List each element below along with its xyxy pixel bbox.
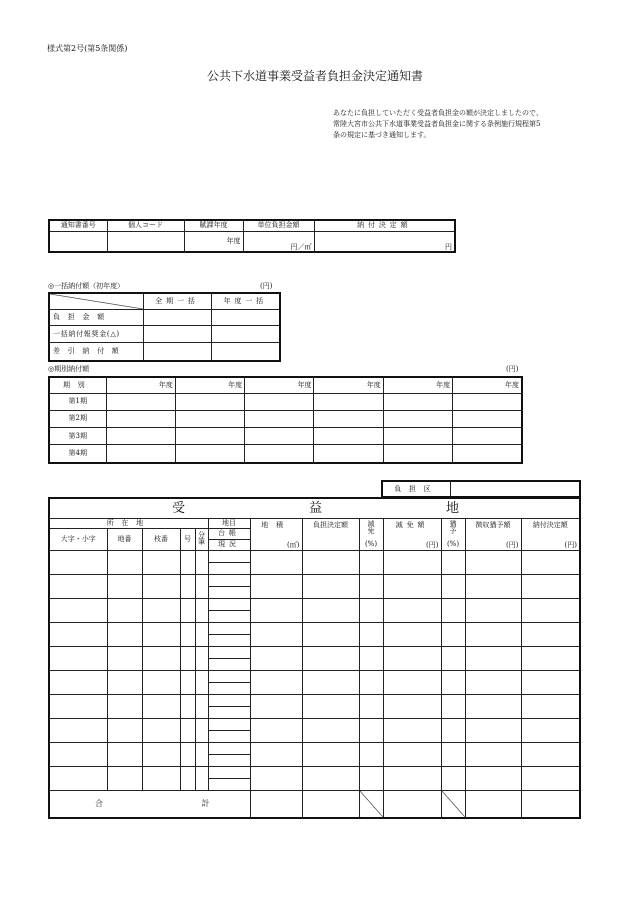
- land-cell[interactable]: [180, 694, 195, 718]
- daicho-cell[interactable]: [208, 646, 250, 658]
- installment-cell[interactable]: [106, 427, 175, 444]
- land-cell[interactable]: [250, 598, 302, 622]
- land-cell[interactable]: [195, 598, 208, 622]
- installment-row: [49, 393, 522, 410]
- installment-cell[interactable]: [106, 410, 175, 427]
- land-cell[interactable]: [107, 574, 142, 598]
- land-cell[interactable]: [302, 550, 359, 574]
- year-header-5: 年度: [383, 377, 452, 393]
- year-header-4: 年度: [314, 377, 383, 393]
- installment-cell[interactable]: [383, 445, 452, 463]
- genkyo-cell[interactable]: [208, 778, 250, 790]
- year-header-6: 年度: [453, 377, 522, 393]
- land-cell[interactable]: [465, 646, 521, 670]
- daicho-cell[interactable]: [208, 574, 250, 586]
- burden-year-cell[interactable]: [211, 309, 280, 326]
- land-cell[interactable]: [302, 742, 359, 766]
- land-cell[interactable]: [359, 550, 383, 574]
- land-cell[interactable]: [465, 670, 521, 694]
- land-cell[interactable]: [521, 622, 580, 646]
- pay-decided-header: [521, 518, 580, 550]
- year-lump-header: 年度一括: [211, 293, 280, 309]
- defer-unit: (%): [446, 540, 460, 549]
- genkyo-cell[interactable]: [208, 658, 250, 670]
- period-2-label: 第2期: [49, 410, 106, 427]
- installment-cell[interactable]: [245, 410, 314, 427]
- fiscal-year-cell[interactable]: 年度: [184, 231, 243, 252]
- land-cell[interactable]: [521, 670, 580, 694]
- land-cell[interactable]: [302, 670, 359, 694]
- installment-cell[interactable]: [453, 445, 522, 463]
- land-cell[interactable]: [250, 670, 302, 694]
- collect-defer-header: [465, 518, 521, 550]
- land-cell[interactable]: [107, 646, 142, 670]
- land-cell[interactable]: [180, 718, 195, 742]
- installment-cell[interactable]: [453, 393, 522, 410]
- defer-label-2: 予: [449, 526, 457, 535]
- land-cell[interactable]: [49, 550, 107, 574]
- location-header: 所在地: [49, 518, 208, 528]
- installment-cell[interactable]: [175, 427, 244, 444]
- land-cell[interactable]: [521, 646, 580, 670]
- land-row: [49, 718, 580, 730]
- land-cell[interactable]: [180, 550, 195, 574]
- land-cell[interactable]: [250, 550, 302, 574]
- genkyo-header: 現況: [208, 539, 250, 550]
- daicho-cell[interactable]: [208, 670, 250, 682]
- land-cell[interactable]: [383, 766, 441, 790]
- total-cell: [441, 790, 465, 818]
- land-cell[interactable]: [49, 646, 107, 670]
- intro-line-3: 条の規定に基づき通知します。: [333, 131, 431, 139]
- land-cell[interactable]: [383, 694, 441, 718]
- lump-sum-caption: ◎一括納付額（初年度）: [48, 282, 125, 290]
- installment-cell[interactable]: [175, 445, 244, 463]
- total-cell[interactable]: [521, 790, 580, 818]
- land-cell[interactable]: [521, 742, 580, 766]
- intro-line-2: 常陸大宮市公共下水道事業受益者負担金に関する条例施行規程第5: [333, 120, 541, 128]
- land-cell[interactable]: [107, 622, 142, 646]
- land-cell[interactable]: [142, 694, 180, 718]
- land-cell[interactable]: [250, 742, 302, 766]
- year-header-3: 年度: [245, 377, 314, 393]
- land-cell[interactable]: [441, 694, 465, 718]
- form-number: 様式第2号(第5条関係): [47, 44, 128, 53]
- land-cell[interactable]: [195, 670, 208, 694]
- land-cell[interactable]: [441, 574, 465, 598]
- land-cell[interactable]: [359, 742, 383, 766]
- land-cell[interactable]: [521, 718, 580, 742]
- daicho-cell[interactable]: [208, 694, 250, 706]
- defer-label-1: 猶: [449, 519, 457, 528]
- installment-cell[interactable]: [453, 427, 522, 444]
- land-cell[interactable]: [195, 550, 208, 574]
- land-cell[interactable]: [302, 622, 359, 646]
- land-cell[interactable]: [383, 742, 441, 766]
- land-cell[interactable]: [180, 742, 195, 766]
- land-cell[interactable]: [441, 766, 465, 790]
- land-cell[interactable]: [521, 574, 580, 598]
- land-title-3: 地: [445, 500, 459, 516]
- land-cell[interactable]: [441, 742, 465, 766]
- land-cell[interactable]: [49, 574, 107, 598]
- period-3-label: 第3期: [49, 427, 106, 444]
- land-cell[interactable]: [383, 574, 441, 598]
- year-header-2: 年度: [175, 377, 244, 393]
- land-cell[interactable]: [441, 550, 465, 574]
- installment-cell[interactable]: [106, 445, 175, 463]
- district-table: [381, 480, 581, 498]
- lump-sum-unit: (円): [260, 282, 273, 290]
- reduction-amount-unit: (円): [426, 540, 439, 549]
- land-cell[interactable]: [195, 766, 208, 790]
- bun-label: 分: [198, 530, 205, 539]
- land-cell[interactable]: [107, 670, 142, 694]
- land-cell[interactable]: [142, 622, 180, 646]
- personal-code-cell[interactable]: [107, 231, 184, 252]
- installment-cell[interactable]: [453, 410, 522, 427]
- land-row: [49, 646, 580, 658]
- daicho-cell[interactable]: [208, 742, 250, 754]
- land-cell[interactable]: [180, 574, 195, 598]
- land-cell[interactable]: [359, 694, 383, 718]
- land-cell[interactable]: [465, 598, 521, 622]
- installments-caption: ◎期別納付額: [48, 365, 90, 373]
- chimoku-header: 地目: [208, 518, 250, 528]
- notice-table: [48, 219, 456, 253]
- land-cell[interactable]: [465, 694, 521, 718]
- total-cell[interactable]: [250, 790, 302, 818]
- land-cell[interactable]: [142, 550, 180, 574]
- daicho-cell[interactable]: [208, 766, 250, 778]
- land-row: [49, 622, 580, 634]
- land-cell[interactable]: [521, 598, 580, 622]
- land-cell[interactable]: [465, 574, 521, 598]
- installment-cell[interactable]: [314, 410, 383, 427]
- collect-defer-label: 徴収猶予額: [475, 520, 511, 529]
- daicho-cell[interactable]: [208, 718, 250, 730]
- bunpitsu-header: [195, 528, 208, 550]
- land-cell[interactable]: [49, 766, 107, 790]
- installment-cell[interactable]: [383, 427, 452, 444]
- land-cell[interactable]: [250, 646, 302, 670]
- land-cell[interactable]: [195, 574, 208, 598]
- land-cell[interactable]: [142, 574, 180, 598]
- page-title: 公共下水道事業受益者負担金決定通知書: [206, 69, 423, 83]
- land-cell[interactable]: [465, 718, 521, 742]
- burden-full-cell[interactable]: [143, 309, 211, 326]
- land-cell[interactable]: [359, 718, 383, 742]
- pay-decided-label: 納付決定額: [532, 520, 568, 529]
- land-cell[interactable]: [359, 598, 383, 622]
- personal-code-header: 個人コード: [107, 220, 184, 231]
- area-header: [250, 518, 302, 550]
- installment-cell[interactable]: [175, 410, 244, 427]
- land-cell[interactable]: [383, 550, 441, 574]
- land-cell[interactable]: [302, 766, 359, 790]
- edaban-header: 枝番: [142, 528, 180, 550]
- land-title-row: [49, 498, 580, 518]
- land-row: [49, 742, 580, 754]
- land-cell[interactable]: [180, 670, 195, 694]
- reward-label: 一括納付報奨金(△): [49, 326, 143, 343]
- land-cell[interactable]: [195, 742, 208, 766]
- land-cell[interactable]: [465, 742, 521, 766]
- land-row: [49, 694, 580, 706]
- land-cell[interactable]: [49, 694, 107, 718]
- reduction-amount-header: [383, 518, 441, 550]
- land-row: [49, 574, 580, 586]
- reduction-amount-label: 減免額: [395, 520, 429, 529]
- fiscal-year-header: 賦課年度: [184, 220, 243, 231]
- land-cell[interactable]: [180, 646, 195, 670]
- land-cell[interactable]: [195, 718, 208, 742]
- land-cell[interactable]: [383, 718, 441, 742]
- land-cell[interactable]: [49, 598, 107, 622]
- land-cell[interactable]: [142, 646, 180, 670]
- total-label: [49, 790, 250, 818]
- land-cell[interactable]: [359, 646, 383, 670]
- land-cell[interactable]: [250, 622, 302, 646]
- land-table: [48, 497, 581, 819]
- land-cell[interactable]: [142, 670, 180, 694]
- installment-cell[interactable]: [245, 445, 314, 463]
- land-cell[interactable]: [302, 718, 359, 742]
- notice-no-cell[interactable]: [49, 231, 107, 252]
- land-cell[interactable]: [441, 646, 465, 670]
- intro-line-1: あなたに負担していただく受益者負担金の額が決定しましたので、: [333, 109, 543, 117]
- land-cell[interactable]: [302, 574, 359, 598]
- installment-cell[interactable]: [314, 445, 383, 463]
- total-left: 合: [95, 798, 103, 808]
- land-cell[interactable]: [250, 718, 302, 742]
- decided-amount-header: 納付決定額: [314, 220, 455, 231]
- unit-amount-header: 単位負担金額: [243, 220, 314, 231]
- burden-decided-header: 負担決定額: [302, 518, 359, 550]
- genkyo-cell[interactable]: [208, 610, 250, 622]
- unit-amount-cell[interactable]: 円／㎡: [243, 231, 314, 252]
- total-right: 計: [201, 798, 210, 808]
- land-cell[interactable]: [302, 694, 359, 718]
- genkyo-cell[interactable]: [208, 562, 250, 574]
- daicho-cell[interactable]: [208, 622, 250, 634]
- lump-sum-corner: [49, 293, 143, 309]
- land-cell[interactable]: [521, 694, 580, 718]
- land-cell[interactable]: [195, 694, 208, 718]
- genkyo-cell[interactable]: [208, 706, 250, 718]
- collect-defer-unit: (円): [506, 540, 519, 549]
- land-cell[interactable]: [465, 766, 521, 790]
- land-cell[interactable]: [359, 622, 383, 646]
- reduction-label-1: 減: [367, 519, 375, 528]
- net-payment-label: 差引納付額: [49, 343, 143, 361]
- daicho-header: 台帳: [208, 528, 250, 539]
- land-cell[interactable]: [521, 550, 580, 574]
- land-cell[interactable]: [250, 766, 302, 790]
- area-label: 地積: [261, 520, 291, 529]
- land-cell[interactable]: [195, 622, 208, 646]
- total-cell[interactable]: [302, 790, 359, 818]
- land-title-2: 益: [308, 500, 322, 516]
- land-cell[interactable]: [49, 670, 107, 694]
- reduction-unit: (%): [364, 540, 378, 549]
- land-cell[interactable]: [302, 646, 359, 670]
- genkyo-cell[interactable]: [208, 586, 250, 598]
- hitsu-label: 筆: [198, 538, 205, 546]
- period-4-label: 第4期: [49, 445, 106, 463]
- installments-unit: (円): [506, 365, 519, 373]
- oaza-header: 大字・小字: [49, 528, 107, 550]
- land-cell[interactable]: [383, 622, 441, 646]
- land-cell[interactable]: [142, 766, 180, 790]
- area-unit: (㎡): [287, 540, 300, 549]
- land-cell[interactable]: [359, 574, 383, 598]
- installment-cell[interactable]: [245, 427, 314, 444]
- total-cell[interactable]: [465, 790, 521, 818]
- land-cell[interactable]: [521, 766, 580, 790]
- net-year-cell[interactable]: [211, 343, 280, 361]
- reward-full-cell[interactable]: [143, 326, 211, 343]
- land-cell[interactable]: [250, 694, 302, 718]
- daicho-cell[interactable]: [208, 598, 250, 610]
- decided-amount-cell[interactable]: 円: [314, 231, 455, 252]
- go-header: 号: [180, 528, 195, 550]
- defer-header: [441, 518, 465, 550]
- net-full-cell[interactable]: [143, 343, 211, 361]
- land-cell[interactable]: [49, 622, 107, 646]
- land-cell[interactable]: [107, 694, 142, 718]
- land-cell[interactable]: [250, 574, 302, 598]
- land-cell[interactable]: [107, 550, 142, 574]
- total-row: [49, 790, 580, 818]
- land-cell[interactable]: [107, 718, 142, 742]
- burden-amount-label: 負担金額: [49, 309, 143, 326]
- lump-sum-table: [48, 292, 281, 362]
- installments-table: [48, 376, 523, 464]
- period-1-label: 第1期: [49, 393, 106, 410]
- chiban-header: 地番: [107, 528, 142, 550]
- land-cell[interactable]: [383, 646, 441, 670]
- installment-cell[interactable]: [314, 393, 383, 410]
- installment-row: [49, 427, 522, 444]
- land-cell[interactable]: [180, 598, 195, 622]
- land-title-1: 受: [172, 500, 186, 516]
- land-row: [49, 670, 580, 682]
- genkyo-cell[interactable]: [208, 634, 250, 646]
- daicho-cell[interactable]: [208, 550, 250, 562]
- genkyo-cell[interactable]: [208, 682, 250, 694]
- land-cell[interactable]: [359, 670, 383, 694]
- land-cell[interactable]: [441, 622, 465, 646]
- reduction-header: [359, 518, 383, 550]
- installment-cell[interactable]: [383, 393, 452, 410]
- installment-cell[interactable]: [175, 393, 244, 410]
- installment-row: [49, 410, 522, 427]
- land-cell[interactable]: [465, 622, 521, 646]
- land-cell[interactable]: [49, 742, 107, 766]
- reward-year-cell[interactable]: [211, 326, 280, 343]
- year-header-1: 年度: [106, 377, 175, 393]
- land-row: [49, 766, 580, 778]
- land-cell[interactable]: [180, 622, 195, 646]
- installment-cell[interactable]: [106, 393, 175, 410]
- land-cell[interactable]: [383, 598, 441, 622]
- land-cell[interactable]: [302, 598, 359, 622]
- installment-cell[interactable]: [383, 410, 452, 427]
- land-row: [49, 598, 580, 610]
- district-cell[interactable]: [450, 481, 580, 497]
- land-cell[interactable]: [180, 766, 195, 790]
- land-cell[interactable]: [142, 598, 180, 622]
- full-period-header: 全期一括: [143, 293, 211, 309]
- land-cell[interactable]: [49, 718, 107, 742]
- land-cell[interactable]: [107, 598, 142, 622]
- notice-no-header: 通知書番号: [49, 220, 107, 231]
- district-label: 負担区: [382, 481, 450, 497]
- installment-cell[interactable]: [245, 393, 314, 410]
- land-cell[interactable]: [441, 718, 465, 742]
- reduction-label-2: 免: [367, 526, 375, 535]
- total-cell: [359, 790, 383, 818]
- pay-decided-unit: (円): [564, 540, 577, 549]
- genkyo-cell[interactable]: [208, 754, 250, 766]
- land-cell[interactable]: [142, 718, 180, 742]
- land-cell[interactable]: [359, 766, 383, 790]
- installment-row: [49, 445, 522, 463]
- period-header: 期別: [49, 377, 106, 393]
- genkyo-cell[interactable]: [208, 730, 250, 742]
- land-cell[interactable]: [107, 742, 142, 766]
- land-cell[interactable]: [142, 742, 180, 766]
- land-cell[interactable]: [383, 670, 441, 694]
- land-cell[interactable]: [465, 550, 521, 574]
- land-cell[interactable]: [441, 670, 465, 694]
- land-cell[interactable]: [107, 766, 142, 790]
- land-cell[interactable]: [441, 598, 465, 622]
- installment-cell[interactable]: [314, 427, 383, 444]
- land-cell[interactable]: [195, 646, 208, 670]
- land-row: [49, 550, 580, 562]
- total-cell[interactable]: [383, 790, 441, 818]
